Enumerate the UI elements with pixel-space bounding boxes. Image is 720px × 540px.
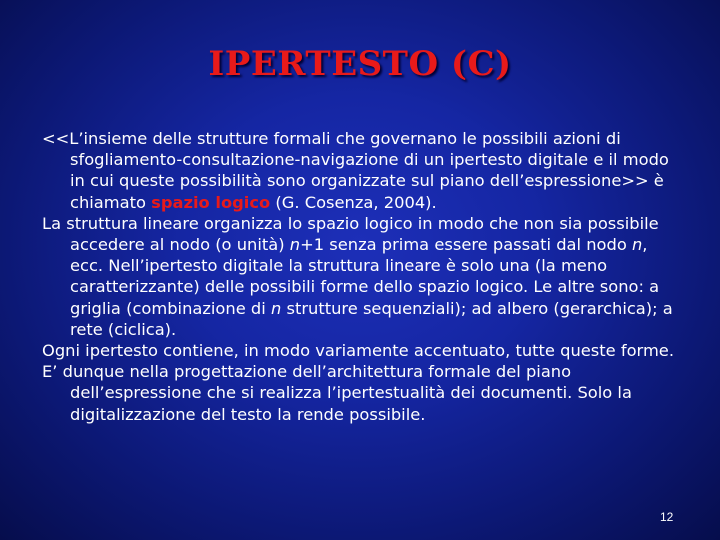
page-number: 12: [660, 510, 674, 524]
highlight-spazio-logico: spazio logico: [151, 192, 271, 212]
paragraph-2-text-c: , ecc. Nell’ipertesto digitale la struttura lineare è solo una (la meno caratterizzante) delle possibili forme dello spazio logico. Le altre sono: a griglia (combinazione di: [70, 235, 660, 318]
paragraph-2-text-a: La struttura lineare organizza lo spazio logico in modo che non sia possibile accedere al nodo (o unità): [42, 213, 659, 255]
slide-title: IPERTESTO (C): [208, 44, 512, 84]
italic-n-1: n: [289, 235, 301, 255]
slide-body: [42, 128, 682, 425]
paragraph-3-text: Ogni ipertesto contiene, in modo variamente accentuato, tutte queste forme.: [42, 341, 675, 361]
paragraph-2-text-b: +1 senza prima essere passati dal nodo: [300, 235, 632, 255]
paragraph-definition: [42, 128, 682, 213]
paragraph-1-text-b: (G. Cosenza, 2004).: [270, 192, 437, 212]
paragraph-1-text-a: <<L’insieme delle strutture formali che governano le possibili azioni di sfogliamento-consultazione-navigazione di un ipertesto digitale e il modo in cui queste possibilità sono organizzate sul piano dell’espressione>> è chiamato: [42, 129, 669, 212]
italic-n-3: n: [270, 298, 282, 318]
italic-n-2: n: [631, 235, 643, 255]
paragraph-4-text: E’ dunque nella progettazione dell’architettura formale del piano dell’espressione che si realizza l’ipertestualità dei documenti. Solo la digitalizzazione del testo la rende possibile.: [42, 362, 632, 424]
paragraph-2-text-d: strutture sequenziali); ad albero (gerarchica); a rete (ciclica).: [70, 298, 673, 339]
paragraph-all-forms: [42, 340, 682, 361]
paragraph-linear-structure: [42, 213, 682, 340]
paragraph-conclusion: [42, 361, 682, 425]
